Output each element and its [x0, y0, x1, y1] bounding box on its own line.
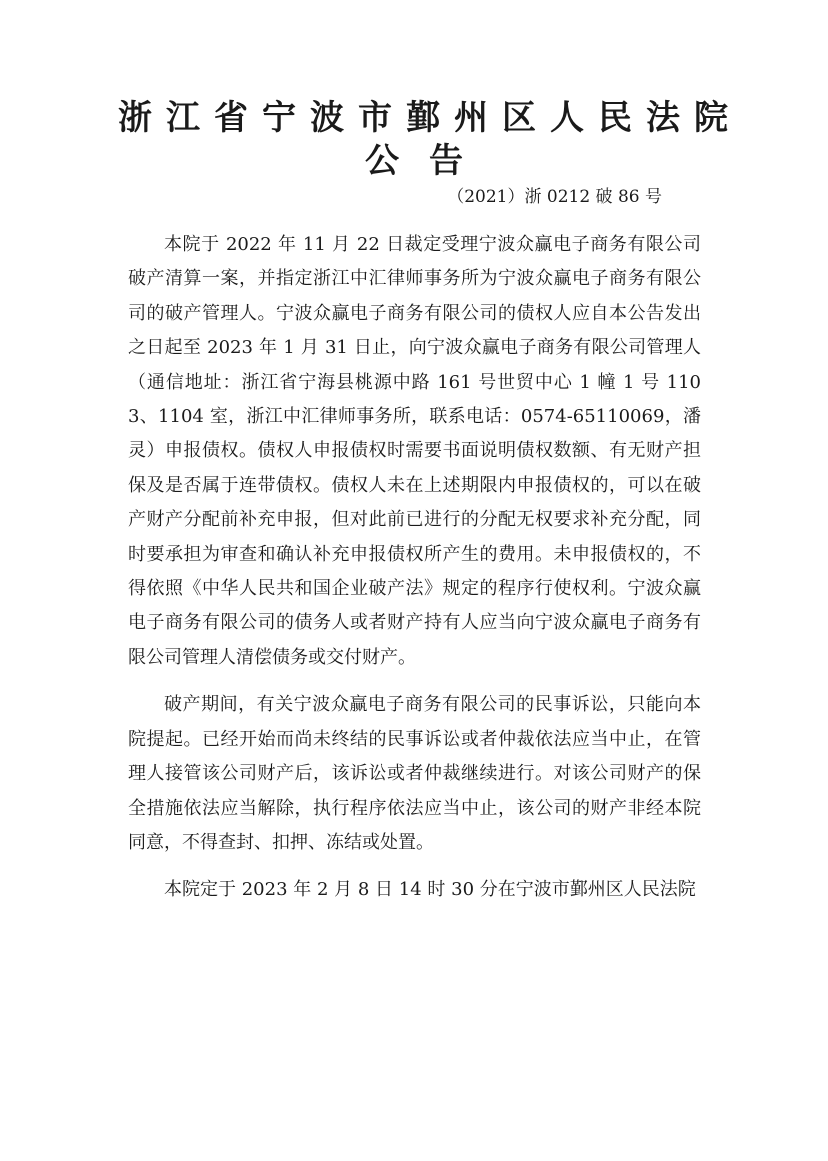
court-name-heading: 浙江省宁波市鄞州区人民法院 [118, 98, 742, 138]
document-type-heading: 公告 [365, 141, 493, 181]
paragraph-litigation: 破产期间，有关宁波众赢电子商务有限公司的民事诉讼，只能向本院提起。已经开始而尚未终结的民事诉讼或者仲裁依法应当中止，在管理人接管该公司财产后，该诉讼或者仲裁继续进行。对该公司财产的保全措施依法应当解除，执行程序依法应当中止，该公司的财产非经本院同意，不得查封、扣押、冻结或处置。 [128, 694, 701, 853]
announcement-body [128, 228, 701, 921]
paragraph-meeting: 本院定于 2023 年 2 月 8 日 14 时 30 分在宁波市鄞州区人民法院 [164, 879, 696, 901]
paragraph-creditor-claims: 本院于 2022 年 11 月 22 日裁定受理宁波众赢电子商务有限公司破产清算一案，并指定浙江中汇律师事务所为宁波众赢电子商务有限公司的破产管理人。宁波众赢电子商务有限公司的债权人应自本公告发出之日起至 2023 年 1 月 31 日止，向宁波众赢电子商务有限公司管理人（通信地址：浙江省宁海县桃源中路 161 号世贸中心 1 幢 1 号 1103、1104 室，浙江中汇律师事务所，联系电话：0574-65110069，潘灵）申报债权。债权人申报债权时需要书面说明债权数额、有无财产担保及是否属于连带债权。债权人未在上述期限内申报债权的，可以在破产财产分配前补充申报，但对此前已进行的分配无权要求补充分配，同时要承担为审查和确认补充申报债权所产生的费用。未申报债权的，不得依照《中华人民共和国企业破产法》规定的程序行使权利。宁波众赢电子商务有限公司的债务人或者财产持有人应当向宁波众赢电子商务有限公司管理人清偿债务或交付财产。 [128, 234, 701, 668]
case-number: （2021）浙 0212 破 86 号 [447, 187, 662, 207]
